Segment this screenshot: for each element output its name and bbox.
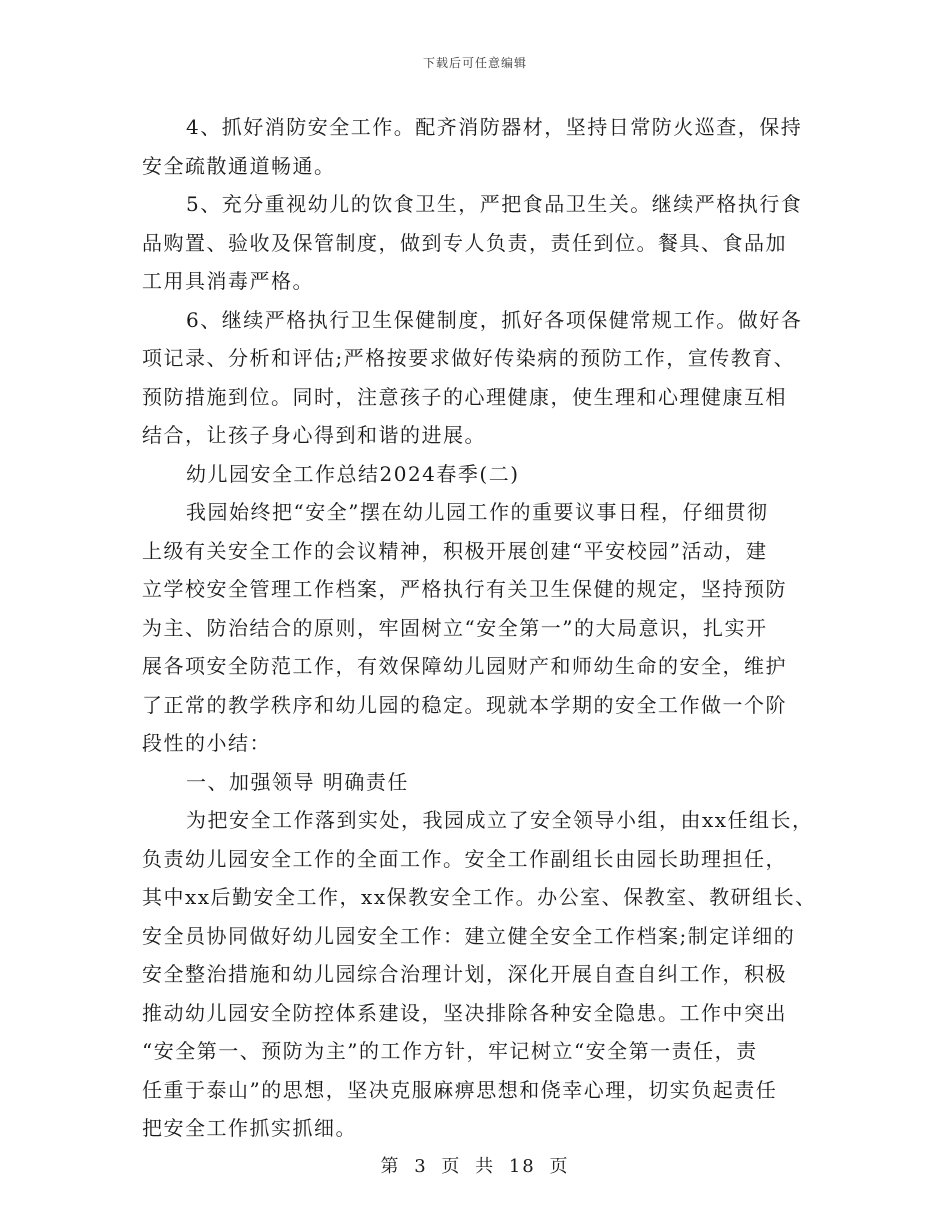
paragraph-line: 安全疏散通道畅通。 xyxy=(142,153,336,178)
paragraph-line: 了正常的教学秩序和幼儿园的稳定。现就本学期的安全工作做一个阶 xyxy=(142,692,787,717)
paragraph-line: 立学校安全管理工作档案，严格执行有关卫生保健的规定，坚持预防 xyxy=(142,577,787,601)
paragraph-line: 把安全工作抓实抓细。 xyxy=(142,1116,357,1140)
paragraph-line: 段性的小结： xyxy=(142,731,271,755)
paragraph-line: 负责幼儿园安全工作的全面工作。安全工作副组长由园长助理担任， xyxy=(142,846,787,871)
paragraph-line: 项记录、分析和评估;严格按要求做好传染病的预防工作，宣传教育、 xyxy=(142,346,796,370)
subsection-heading: 一、加强领导 明确责任 xyxy=(186,769,409,794)
paragraph-line: 结合，让孩子身心得到和谐的进展。 xyxy=(142,423,486,447)
document-body xyxy=(142,108,822,1148)
paragraph-line: 品购置、验收及保管制度，做到专人负责，责任到位。餐具、食品加 xyxy=(142,230,787,255)
paragraph-line: 推动幼儿园安全防控体系建设，坚决排除各种安全隐患。工作中突出 xyxy=(142,1000,787,1025)
page-header: 下载后可任意编辑 xyxy=(422,56,527,70)
paragraph-line: 展各项安全防范工作，有效保障幼儿园财产和师幼生命的安全，维护 xyxy=(142,654,787,678)
paragraph-line: 为主、防治结合的原则，牢固树立“安全第一”的大局意识，扎实开 xyxy=(142,615,768,640)
paragraph-line: 5、充分重视幼儿的饮食卫生，严把食品卫生关。继续严格执行食 xyxy=(186,192,803,216)
paragraph-line: 上级有关安全工作的会议精神，积极开展创建“平安校园”活动，建 xyxy=(142,538,768,563)
paragraph-line: 4、抓好消防安全工作。配齐消防器材，坚持日常防火巡查，保持 xyxy=(186,115,803,139)
paragraph-line: 工用具消毒严格。 xyxy=(142,269,314,293)
paragraph-line: 其中xx后勤安全工作，xx保教安全工作。办公室、保教室、教研组长、 xyxy=(142,885,817,909)
paragraph-line: 为把安全工作落到实处，我园成立了安全领导小组，由xx任组长， xyxy=(186,808,814,832)
page-number: 第 3 页 共 18 页 xyxy=(380,1156,570,1177)
paragraph-line: “安全第一、预防为主”的工作方针，牢记树立“安全第一责任，责 xyxy=(142,1039,758,1063)
paragraph-line: 预防措施到位。同时，注意孩子的心理健康，使生理和心理健康互相 xyxy=(142,384,787,409)
paragraph-line: 我园始终把“安全”摆在幼儿园工作的重要议事日程，仔细贯彻 xyxy=(186,500,769,524)
paragraph-line: 安全员协同做好幼儿园安全工作：建立健全安全工作档案;制定详细的 xyxy=(142,923,796,948)
paragraph-line: 安全整治措施和幼儿园综合治理计划，深化开展自查自纠工作，积极 xyxy=(142,962,787,986)
section-title: 幼儿园安全工作总结2024春季(二) xyxy=(186,461,520,486)
paragraph-line: 6、继续严格执行卫生保健制度，抓好各项保健常规工作。做好各 xyxy=(186,307,803,332)
paragraph-line: 任重于泰山”的思想，坚决克服麻痹思想和侥幸心理，切实负起责任 xyxy=(142,1077,778,1102)
